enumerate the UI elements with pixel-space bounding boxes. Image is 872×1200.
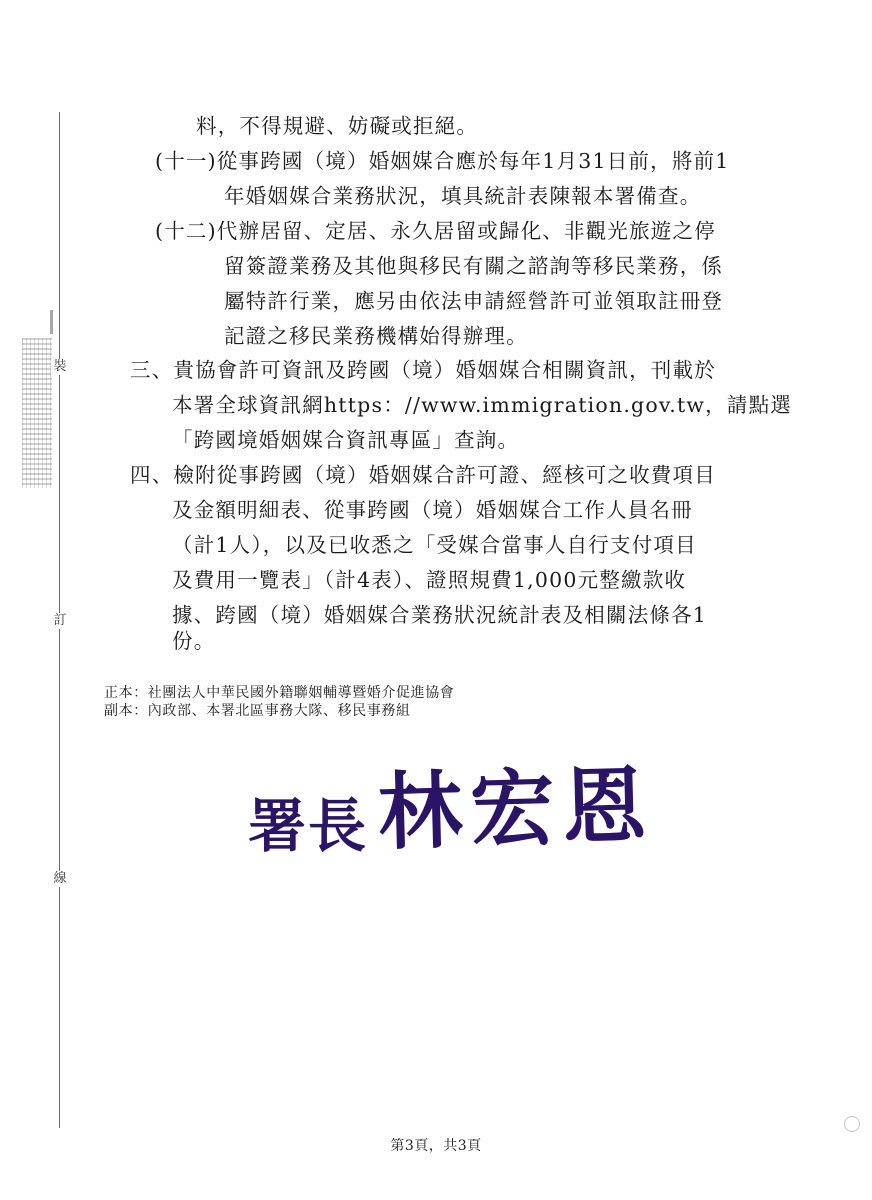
item-11-line: 年婚姻媒合業務狀況，填具統計表陳報本署備查。	[224, 184, 702, 208]
item-12-line: 屬特許行業，應另由依法申請經營許可並領取註冊登	[224, 289, 724, 313]
binding-label-top: 裝	[51, 359, 69, 375]
item-12-line: 留簽證業務及其他與移民有關之諮詢等移民業務，係	[224, 254, 724, 278]
director-signature	[248, 742, 654, 863]
section-3-line: 本署全球資訊網https：//www.immigration.gov.tw，請點選	[172, 393, 792, 417]
punch-hole	[844, 1116, 860, 1132]
copy-recipients	[104, 684, 454, 720]
binding-label-bottom: 線	[51, 871, 69, 887]
cc-recipients: 副本：內政部、本署北區事務大隊、移民事務組	[104, 703, 411, 719]
body-line: 料，不得規避、妨礙或拒絕。	[196, 114, 479, 138]
section-3-line: 三、貴協會許可資訊及跨國（境）婚姻媒合相關資訊，刊載於	[130, 358, 716, 382]
binding-label-middle: 訂	[51, 613, 69, 629]
page-number: 第3頁，共3頁	[390, 1138, 482, 1154]
section-3-line: 「跨國境婚姻媒合資訊專區」查詢。	[172, 428, 520, 452]
item-12-line: 記證之移民業務機構始得辦理。	[224, 324, 528, 348]
section-4-line: （計1人），以及已收悉之「受媒合當事人自行支付項目	[172, 533, 697, 557]
item-11-line: (十一)從事跨國（境）婚姻媒合應於每年1月31日前，將前1	[155, 149, 730, 173]
item-12-line: (十二)代辦居留、定居、永久居留或歸化、非觀光旅遊之停	[155, 219, 716, 243]
margin-stamp	[22, 338, 52, 488]
signature-name: 林宏恩	[376, 755, 656, 862]
section-4-line: 據、跨國（境）婚姻媒合業務狀況統計表及相關法條各1	[172, 603, 708, 627]
signature-title: 署長	[248, 792, 369, 860]
section-4-line: 四、檢附從事跨國（境）婚姻媒合許可證、經核可之收費項目	[130, 463, 716, 487]
section-4-line: 及費用一覽表」（計4表）、證照規費1,000元整繳款收	[172, 568, 687, 592]
margin-mark	[50, 310, 53, 334]
original-recipient: 正本：社團法人中華民國外籍聯姻輔導暨婚介促進協會	[104, 685, 455, 701]
section-4-line: 及金額明細表、從事跨國（境）婚姻媒合工作人員名冊	[172, 498, 693, 522]
section-4-line: 份。	[172, 629, 216, 653]
